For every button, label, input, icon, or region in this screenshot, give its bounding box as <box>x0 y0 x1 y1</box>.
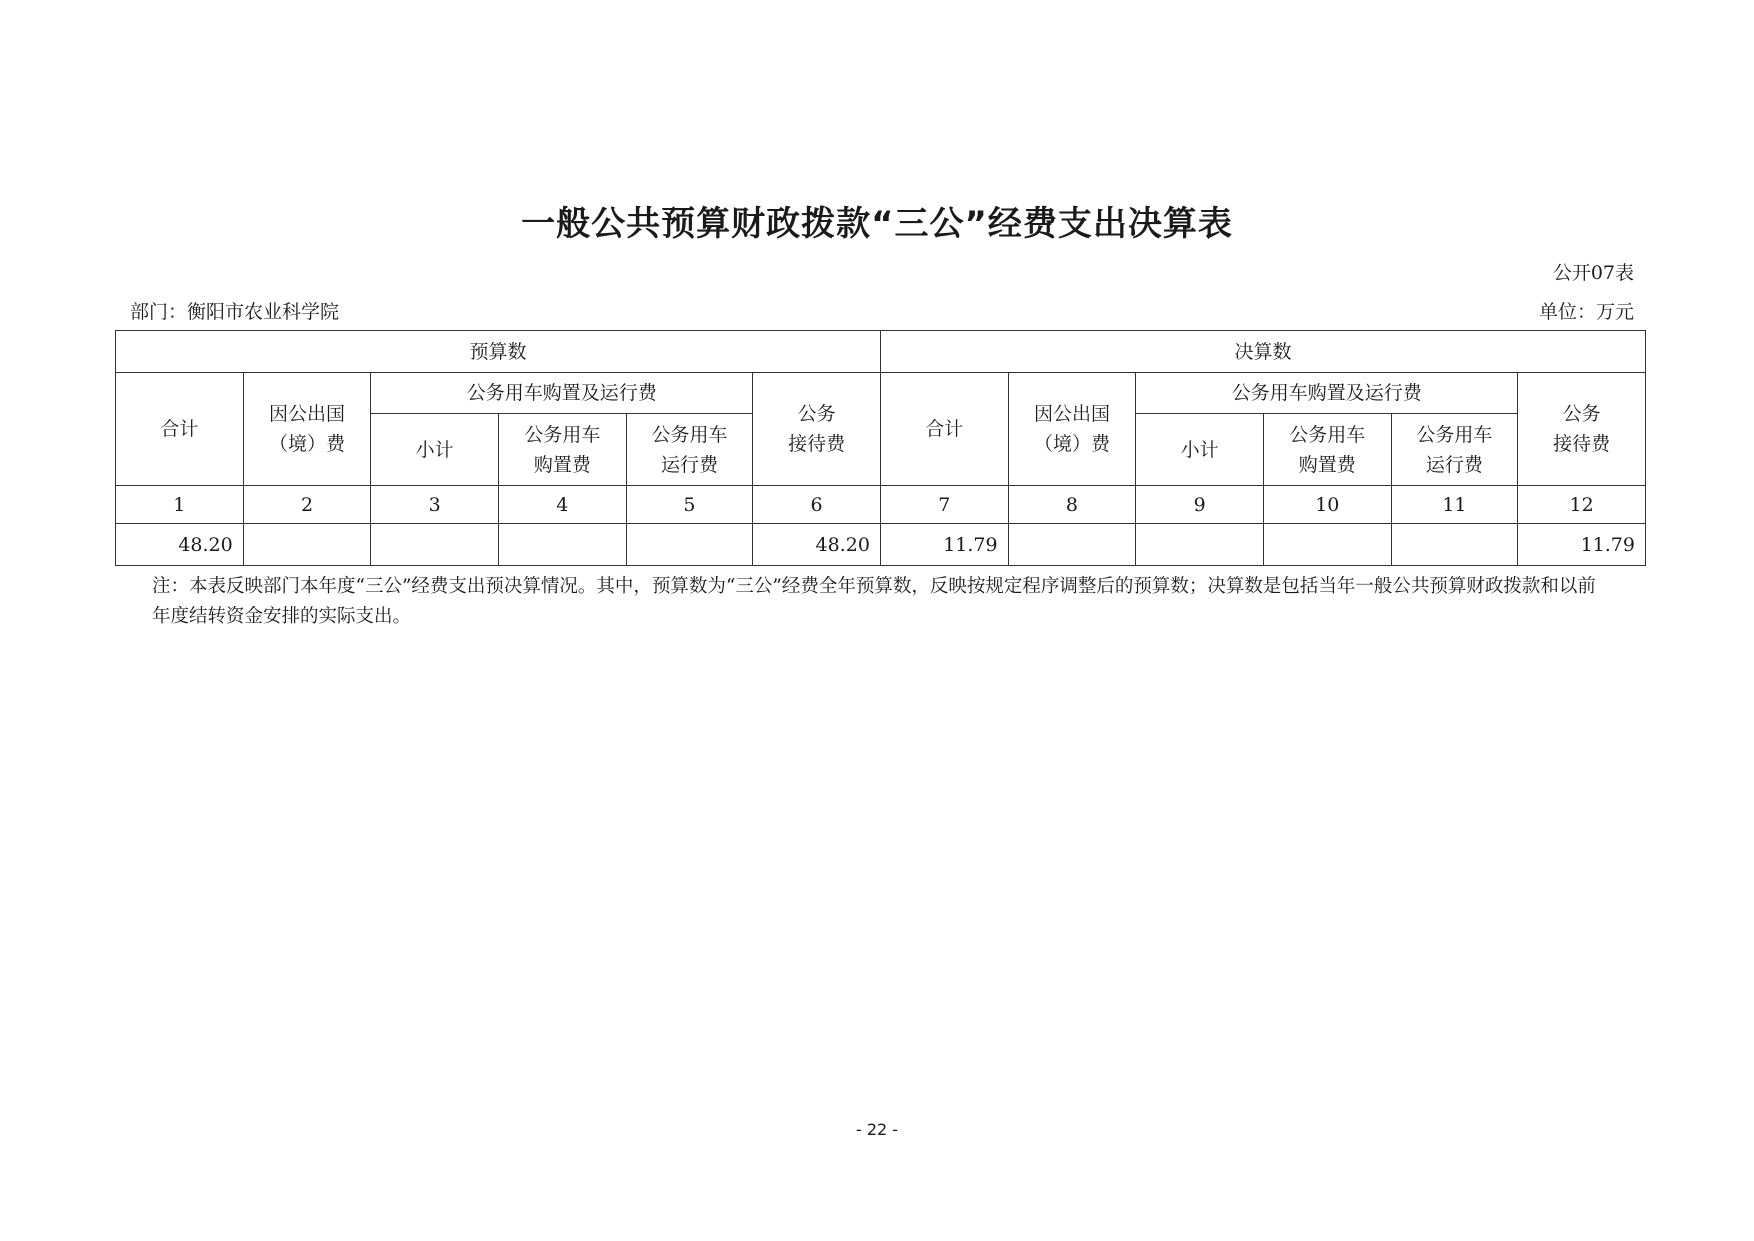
value-cell <box>243 524 371 566</box>
value-cell <box>1263 524 1391 566</box>
column-number: 3 <box>371 486 499 524</box>
column-number: 2 <box>243 486 371 524</box>
value-cell <box>1136 524 1264 566</box>
column-number-row <box>116 486 1646 524</box>
column-number: 6 <box>753 486 881 524</box>
header-budget-reception <box>753 373 881 486</box>
header-final-subtotal: 小计 <box>1136 414 1264 486</box>
column-number: 9 <box>1136 486 1264 524</box>
group-header-final: 决算数 <box>880 331 1645 373</box>
header-line: 运行费 <box>660 453 718 476</box>
value-cell: 48.20 <box>116 524 244 566</box>
header-budget-subtotal: 小计 <box>371 414 499 486</box>
value-cell <box>499 524 627 566</box>
header-final-total: 合计 <box>880 373 1008 486</box>
header-budget-operation <box>626 414 753 486</box>
page-number: - 22 - <box>855 1120 899 1139</box>
header-line: 因公出国 <box>269 403 346 425</box>
header-line: （境）费 <box>1033 433 1110 455</box>
department-label: 部门：衡阳市农业科学院 <box>130 301 340 323</box>
column-number: 1 <box>116 486 244 524</box>
header-line: （境）费 <box>269 433 346 455</box>
column-number: 4 <box>499 486 627 524</box>
column-number: 7 <box>880 486 1008 524</box>
header-budget-vehicle-group: 公务用车购置及运行费 <box>371 373 753 414</box>
header-final-vehicle-group: 公务用车购置及运行费 <box>1136 373 1518 414</box>
value-cell: 11.79 <box>1518 524 1646 566</box>
header-final-operation <box>1391 414 1518 486</box>
column-number: 8 <box>1008 486 1136 524</box>
column-number: 12 <box>1518 486 1646 524</box>
column-number: 10 <box>1263 486 1391 524</box>
value-cell <box>626 524 753 566</box>
header-line: 公务用车 <box>1289 423 1366 446</box>
header-budget-purchase <box>499 414 627 486</box>
header-line: 接待费 <box>1553 433 1611 455</box>
header-line: 接待费 <box>788 433 846 455</box>
header-final-abroad <box>1008 373 1136 486</box>
header-budget-abroad <box>243 373 371 486</box>
header-line: 公务用车 <box>524 423 601 446</box>
value-cell <box>1008 524 1136 566</box>
header-line: 运行费 <box>1425 453 1483 476</box>
header-budget-total: 合计 <box>116 373 244 486</box>
header-final-purchase <box>1263 414 1391 486</box>
header-final-reception <box>1518 373 1646 486</box>
form-code: 公开07表 <box>1552 262 1634 284</box>
value-cell: 11.79 <box>880 524 1008 566</box>
value-cell <box>371 524 499 566</box>
table-row <box>116 524 1646 566</box>
unit-label: 单位：万元 <box>1538 301 1634 323</box>
column-number: 5 <box>626 486 753 524</box>
table-note: 注：本表反映部门本年度“三公”经费支出预决算情况。其中，预算数为“三公”经费全年预算数，反映按规定程序调整后的预算数；决算数是包括当年一般公共预算财政拨款和以前年度结转资金安排的实际支出。 <box>152 576 1596 627</box>
column-number: 11 <box>1391 486 1518 524</box>
value-cell <box>1391 524 1518 566</box>
group-header-budget: 预算数 <box>116 331 881 373</box>
header-line: 因公出国 <box>1033 403 1110 425</box>
header-line: 公务用车 <box>1416 423 1493 446</box>
header-line: 购置费 <box>1298 453 1356 476</box>
page-title: 一般公共预算财政拨款“三公”经费支出决算表 <box>521 204 1233 244</box>
header-line: 购置费 <box>533 453 591 476</box>
three-public-expense-table <box>115 330 1646 566</box>
header-line: 公务 <box>797 403 836 425</box>
header-line: 公务用车 <box>651 423 728 446</box>
header-line: 公务 <box>1562 403 1601 425</box>
value-cell: 48.20 <box>753 524 881 566</box>
